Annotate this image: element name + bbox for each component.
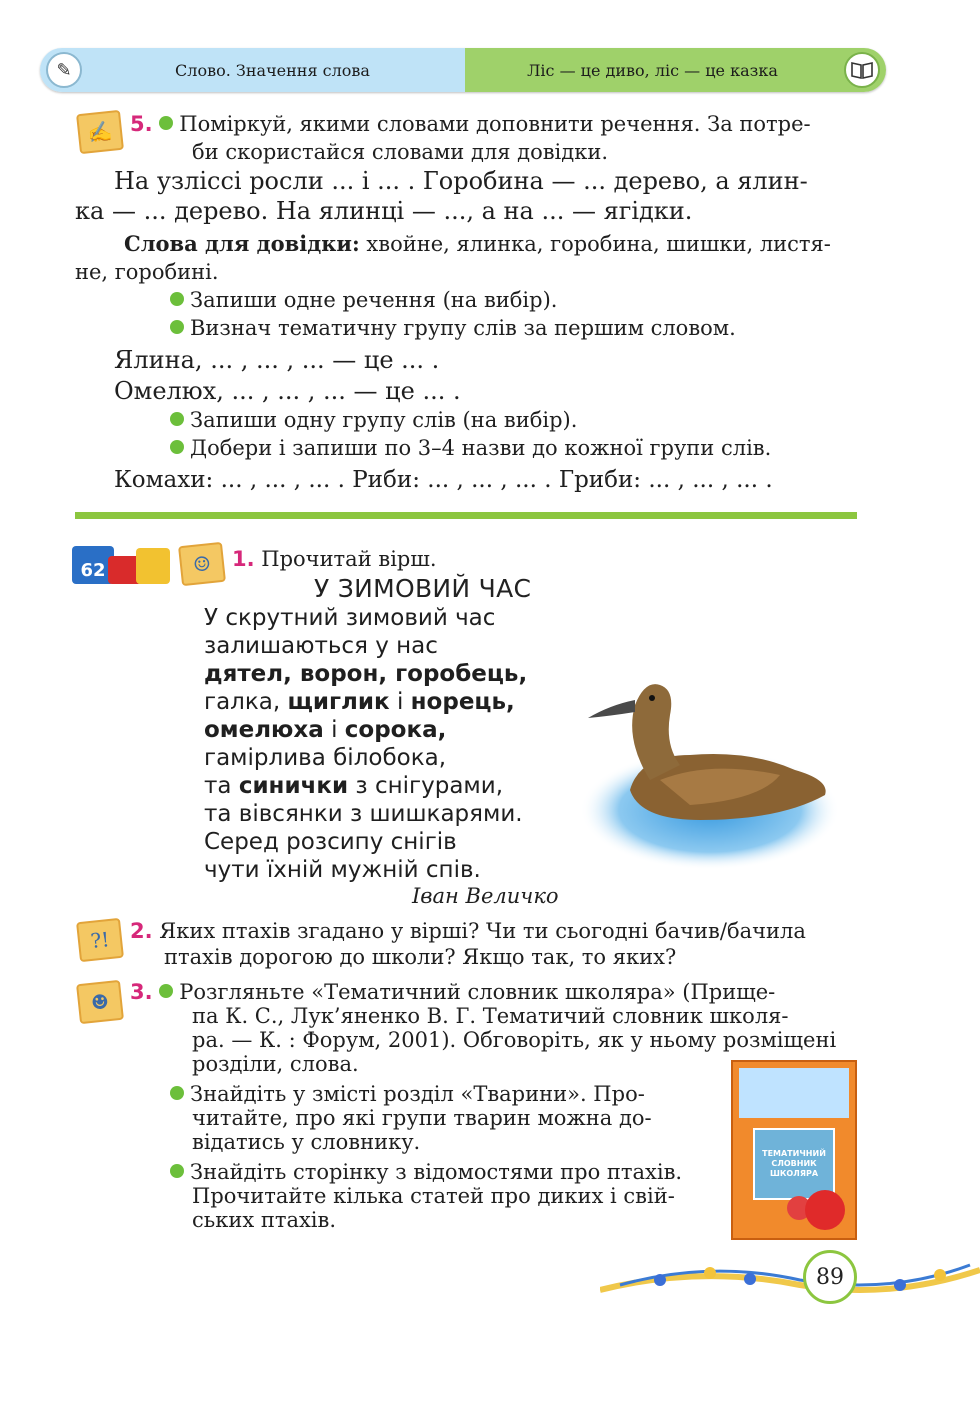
book-icon	[844, 52, 880, 88]
poppy-icon	[805, 1190, 845, 1230]
poem-line: та вівсянки з шишкарями.	[204, 801, 523, 827]
task5-sentence-line2: ка — ... дерево. На ялинці — ..., а на ... — ягідки.	[75, 197, 693, 225]
duck-illustration	[580, 660, 840, 875]
book-cover-sky	[739, 1068, 849, 1118]
bullet-dot-icon	[170, 440, 184, 454]
dictionary-book-cover	[731, 1060, 857, 1240]
task3-b3-line3: ських птахів.	[192, 1208, 337, 1232]
task3-b2-line3: відатись у словнику.	[192, 1130, 421, 1154]
task5-help-line1: Слова для довідки: хвойне, ялинка, горобина, шишки, листя-	[124, 231, 831, 256]
poem-author: Іван Величко	[412, 884, 559, 908]
task5-bullet3: Запиши одну групу слів (на вибір).	[170, 406, 577, 434]
task5-bullet2: Визнач тематичну групу слів за першим словом.	[170, 314, 736, 342]
lego-yellow-block	[136, 548, 170, 584]
task5-group2: Омелюх, ... , ... , ... — це ... .	[114, 377, 461, 405]
task5-intro-line1: 5. Поміркуй, якими словами доповнити речення. За потре-	[130, 112, 811, 136]
poem-line: та синички з снігурами,	[204, 773, 504, 799]
task2-line1: 2. Яких птахів згадано у вірші? Чи ти сьогодні бачив/бачила	[130, 919, 806, 943]
page-number: 89	[803, 1250, 857, 1304]
header-left-title: Слово. Значення слова	[175, 60, 370, 80]
pen-icon: ✎	[46, 52, 82, 88]
poem-line: залишаються у нас	[204, 633, 438, 659]
task5-bullet1: Запиши одне речення (на вибір).	[170, 286, 557, 314]
bullet-dot-icon	[159, 116, 173, 130]
task1-line: 1. Прочитай вірш.	[232, 547, 437, 571]
bullet-dot-icon	[170, 412, 184, 426]
question-task-icon: ?!	[76, 918, 124, 962]
bullet-dot-icon	[159, 984, 173, 998]
task2-number: 2.	[130, 919, 153, 943]
task3-b1-line3: ра. — К. : Форум, 2001). Обговоріть, як у ньому розміщені	[192, 1028, 837, 1052]
task3-b1-line1: 3. Розгляньте «Тематичний словник школяра» (Прище-	[130, 980, 776, 1004]
poem-line: дятел, ворон, горобець,	[204, 661, 528, 687]
task5-intro-line2: би скористайся словами для довідки.	[192, 140, 608, 164]
bullet-dot-icon	[170, 292, 184, 306]
poem-line: Серед розсипу снігів	[204, 829, 457, 855]
header-right-section	[465, 48, 886, 92]
task3-b3-line1: Знайдіть сторінку з відомостями про птахів.	[170, 1158, 682, 1186]
task2-line2: птахів дорогою до школи? Якщо так, то яких?	[164, 945, 677, 969]
bullet-dot-icon	[170, 1086, 184, 1100]
task5-sentence-line1: На узліссі росли ... і ... . Горобина — ... дерево, а ялин-	[114, 167, 808, 195]
header-left-section	[40, 48, 465, 92]
group-task-icon: ☻	[76, 980, 124, 1024]
task3-b3-line2: Прочитайте кілька статей про диких і свій-	[192, 1184, 675, 1208]
task5-number: 5.	[130, 112, 153, 136]
poem-title: У ЗИМОВИЙ ЧАС	[314, 574, 532, 603]
poem-line: омелюха і сорока,	[204, 717, 447, 743]
poem-line: галка, щиглик і норець,	[204, 689, 515, 715]
task3-b2-line1: Знайдіть у змісті розділ «Тварини». Про-	[170, 1080, 645, 1108]
write-task-icon: ✍	[76, 110, 124, 154]
lesson-badge	[72, 540, 172, 584]
task3-b1-line4: розділи, слова.	[192, 1052, 359, 1076]
task3-b1-line2: па К. С., Лук’яненко В. Г. Тематичий словник школя-	[192, 1004, 789, 1028]
help-label: Слова для довідки:	[124, 231, 360, 256]
task3-b2-line2: читайте, про які групи тварин можна до-	[192, 1106, 652, 1130]
task5-bullet4: Добери і запиши по 3–4 назви до кожної групи слів.	[170, 434, 771, 462]
task3-number: 3.	[130, 980, 153, 1004]
poem-line: гамірлива білобока,	[204, 745, 447, 771]
task5-help-line2: не, горобині.	[75, 260, 219, 284]
book-cover-title: ТЕМАТИЧНИЙ СЛОВНИК ШКОЛЯРА	[753, 1128, 835, 1200]
page-header	[40, 48, 886, 92]
poem-line: чути їхній мужній спів.	[204, 857, 481, 883]
task1-number: 1.	[232, 547, 255, 571]
bullet-dot-icon	[170, 320, 184, 334]
bullet-dot-icon	[170, 1164, 184, 1178]
read-task-icon: ☺	[178, 542, 226, 586]
task5-groups-line: Комахи: ... , ... , ... . Риби: ... , ... , ... . Гриби: ... , ... , ... .	[114, 467, 773, 493]
task5-group1: Ялина, ... , ... , ... — це ... .	[114, 346, 440, 374]
poem-line: У скрутний зимовий час	[204, 605, 496, 631]
section-divider	[75, 512, 857, 519]
flower-garland-decoration	[600, 1255, 980, 1305]
lesson-number: 62	[72, 546, 114, 584]
header-right-title: Ліс — це диво, ліс — це казка	[527, 60, 778, 80]
